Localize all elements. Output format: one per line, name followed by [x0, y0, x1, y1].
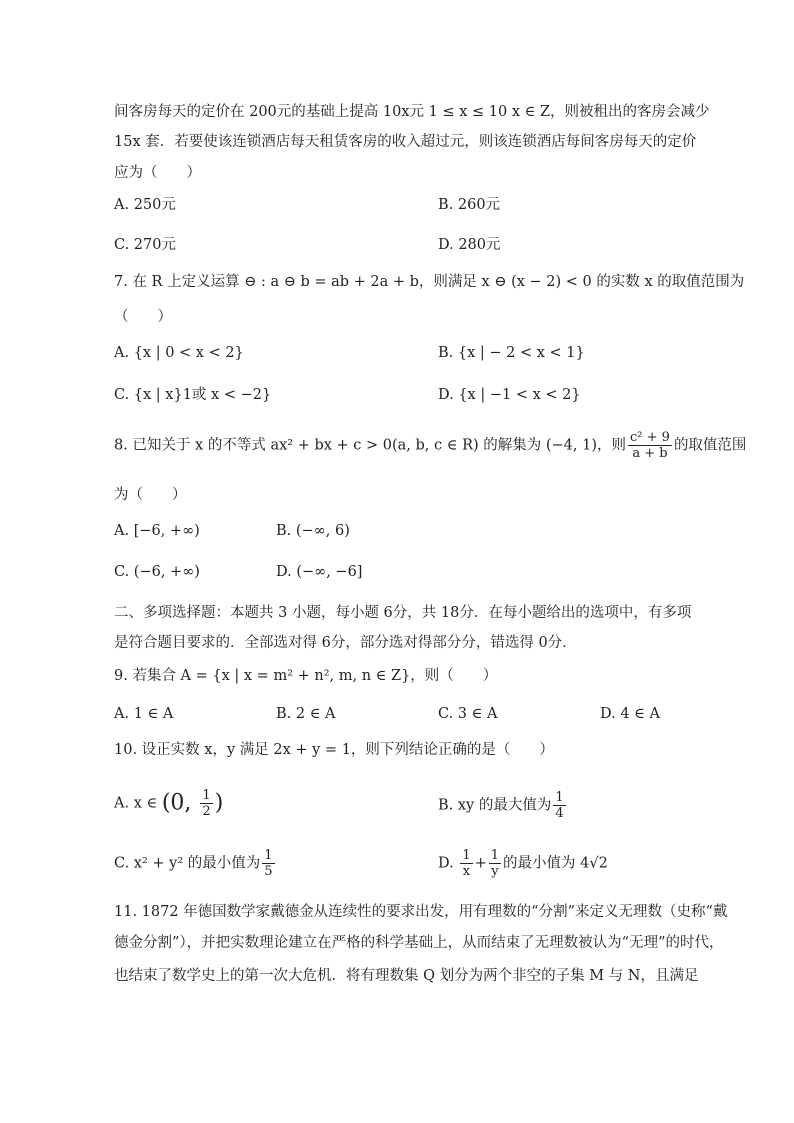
q6-text-line1: 间客房每天的定价在 200元的基础上提高 10x元 1 ≤ x ≤ 10 x ∈ Z，则被租出的客房会减少 [114, 104, 710, 120]
q6-option-c: C. 270元 [114, 237, 176, 253]
q8-text-line2: 为（ ） [114, 487, 187, 503]
q11-text-line2: 德金分割”），并把实数理论建立在严格的科学基础上，从而结束了无理数被认为“无理”的时代， [114, 935, 724, 951]
q10-option-a-fraction [200, 788, 212, 819]
q10-option-c [114, 848, 277, 879]
q7-text-line1: 7. 在 R 上定义运算 ⊖ : a ⊖ b = ab + 2a + b，则满足 x ⊖ (x − 2) < 0 的实数 x 的取值范围为 [114, 274, 745, 290]
q9-option-c: C. 3 ∈ A [438, 706, 498, 722]
q11-text-line1: 11. 1872 年德国数学家戴德金从连续性的要求出发，用有理数的“分割”来定义无理数（史称“戴 [114, 904, 728, 920]
q7-option-d: D. {x | −1 < x < 2} [438, 387, 581, 403]
q6-option-a: A. 250元 [114, 197, 176, 213]
q8-text-pre: 8. 已知关于 x 的不等式 ax² + bx + c > 0(a, b, c ∈ R) 的解集为 (−4, 1)，则 [114, 437, 627, 454]
q7-option-c: C. {x | x}1或 x < −2} [114, 387, 272, 403]
q10-option-c-fraction-denominator: 5 [264, 864, 273, 879]
q6-text-line2: 15x 套．若要使该连锁酒店每天租赁客房的收入超过元，则该连锁酒店每间客房每天的定价 [114, 134, 697, 150]
q8-option-a: A. [−6, +∞) [114, 523, 200, 539]
q10-option-a-fraction-denominator: 2 [202, 804, 211, 819]
q10-option-a-pre: A. x ∈ [114, 795, 162, 812]
q10-option-c-pre: C. x² + y² 的最小值为 [114, 855, 261, 872]
q8-fraction-denominator: a + b [632, 446, 668, 461]
q9-option-b: B. 2 ∈ A [276, 706, 336, 722]
q10-option-d-fraction-2-numerator: 1 [490, 848, 500, 863]
q10-option-d-fraction-2-denominator: y [491, 864, 499, 879]
q10-option-d-fraction-1-numerator: 1 [462, 848, 471, 863]
q10-option-a [114, 788, 223, 819]
q9-option-d: D. 4 ∈ A [600, 706, 660, 722]
q10-option-d-fraction-1-denominator: x [462, 864, 471, 879]
q6-text-line3: 应为（ ） [114, 165, 201, 181]
q8-text-post: 的取值范围 [673, 437, 747, 454]
q10-option-b-fraction-numerator: 1 [555, 790, 564, 805]
q7-option-a: A. {x | 0 < x < 2} [114, 345, 244, 361]
q8-text-line1 [114, 430, 747, 461]
q7-option-b: B. {x | − 2 < x < 1} [438, 345, 585, 361]
q10-option-b-fraction [553, 790, 565, 821]
q11-text-line3: 也结束了数学史上的第一次大危机．将有理数集 Q 划分为两个非空的子集 M 与 N，且满足 [114, 968, 699, 984]
q9-option-a: A. 1 ∈ A [114, 706, 174, 722]
q10-option-a-interval-close: ) [214, 790, 224, 816]
q10-option-a-interval-open: (0, [161, 790, 199, 816]
q6-option-b: B. 260元 [438, 197, 501, 213]
q10-option-d-fraction-2 [489, 848, 501, 879]
q7-text-line2: （ ） [114, 309, 172, 325]
q10-option-a-fraction-numerator: 1 [202, 788, 211, 803]
q10-option-d-plus: + [474, 855, 487, 872]
section2-line1: 二、多项选择题：本题共 3 小题，每小题 6分，共 18分．在每小题给出的选项中，有多项 [114, 605, 692, 621]
q10-option-d-post: 的最小值为 4√2 [503, 855, 608, 872]
q8-fraction-numerator: c² + 9 [630, 430, 670, 445]
q10-option-b-pre: B. xy 的最大值为 [438, 797, 552, 814]
q6-option-d: D. 280元 [438, 237, 501, 253]
q10-option-b-fraction-denominator: 4 [555, 806, 564, 821]
q10-option-d-pre: D. [438, 855, 459, 872]
q10-option-d-fraction-1 [460, 848, 472, 879]
q10-option-d [438, 848, 608, 879]
q9-text-line1: 9. 若集合 A = {x | x = m² + n², m, n ∈ Z}，则（ ） [114, 668, 498, 684]
q10-option-c-fraction-numerator: 1 [264, 848, 273, 863]
q10-option-c-fraction [262, 848, 274, 879]
section2-line2: 是符合题目要求的．全部选对得 6分，部分选对得部分分，错选得 0分． [114, 635, 577, 651]
q10-text-line1: 10. 设正实数 x，y 满足 2x + y = 1，则下列结论正确的是（ ） [114, 742, 554, 758]
q8-option-b: B. (−∞, 6) [276, 523, 350, 539]
q10-option-b [438, 790, 568, 821]
q8-option-d: D. (−∞, −6] [276, 564, 363, 580]
q8-option-c: C. (−6, +∞) [114, 564, 200, 580]
q8-fraction [628, 430, 672, 461]
